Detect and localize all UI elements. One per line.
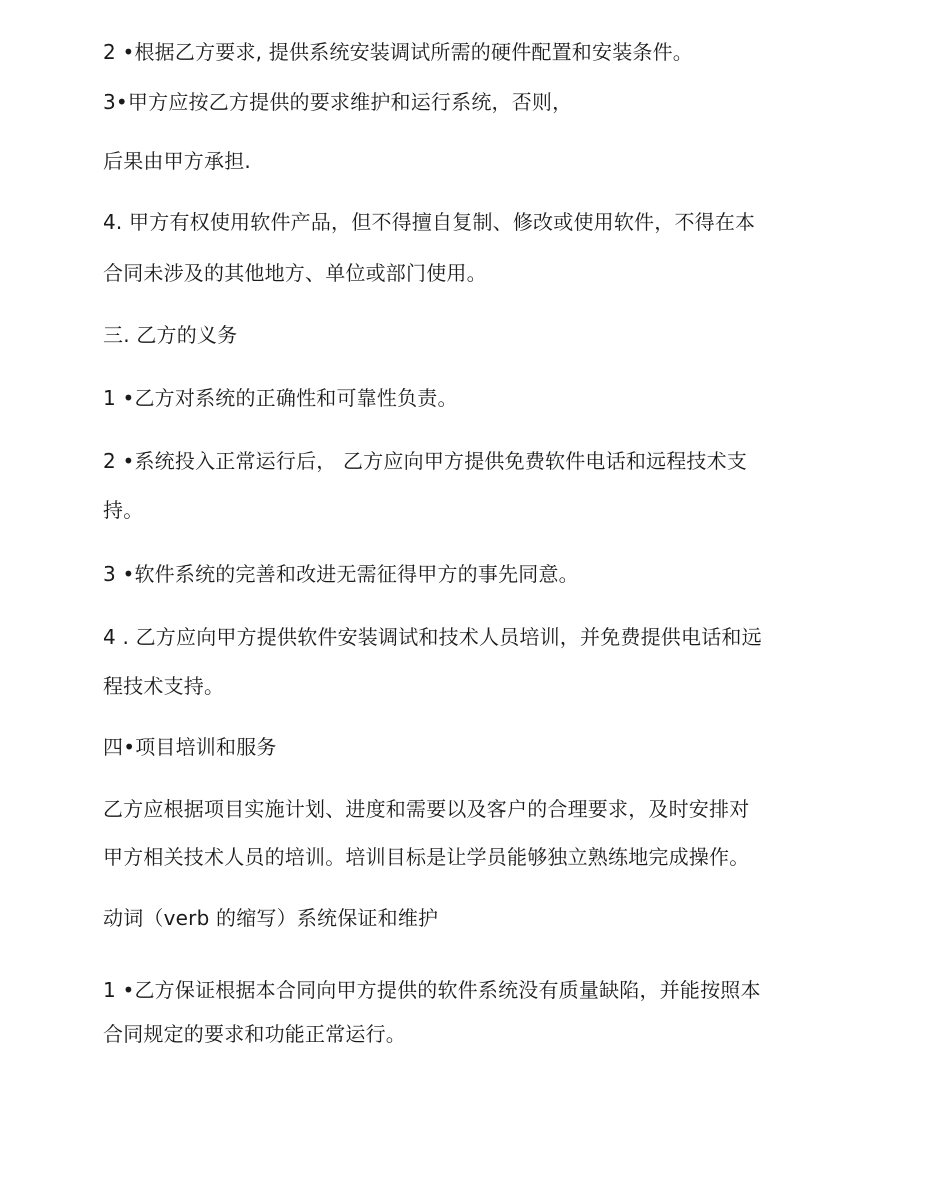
obligation-party-a-item-4-continued: 合同未涉及的其他地方、单位或部门使用。: [103, 261, 487, 285]
warranty-item-1-continued: 合同规定的要求和功能正常运行。: [103, 1022, 406, 1046]
obligation-party-b-item-4-continued: 程技术支持。: [103, 674, 225, 698]
obligation-party-a-item-2: 2 •根据乙方要求, 提供系统安装调试所需的硬件配置和安装条件。: [103, 40, 693, 64]
obligation-party-a-item-4: 4. 甲方有权使用软件产品，但不得擅自复制、修改或使用软件，不得在本: [103, 210, 756, 234]
training-paragraph-line-2: 甲方相关技术人员的培训。培训目标是让学员能够独立熟练地完成操作。: [103, 845, 750, 869]
obligation-party-b-item-2: 2 •系统投入正常运行后， 乙方应向甲方提供免费软件电话和远程技术支: [103, 449, 748, 473]
section-heading-party-b-obligations: 三. 乙方的义务: [103, 323, 238, 347]
obligation-party-a-item-3: 3•甲方应按乙方提供的要求维护和运行系统，否则，: [103, 90, 573, 114]
section-heading-warranty-and-maintenance: 动词（verb 的缩写）系统保证和维护: [103, 906, 439, 930]
obligation-party-a-item-3-continued: 后果由甲方承担.: [103, 149, 251, 173]
obligation-party-b-item-4: 4 . 乙方应向甲方提供软件安装调试和技术人员培训，并免费提供电话和远: [103, 625, 762, 649]
obligation-party-b-item-3: 3 •软件系统的完善和改进无需征得甲方的事先同意。: [103, 562, 579, 586]
warranty-item-1: 1 •乙方保证根据本合同向甲方提供的软件系统没有质量缺陷，并能按照本: [103, 978, 761, 1002]
obligation-party-b-item-2-continued: 持。: [103, 498, 144, 522]
training-paragraph-line-1: 乙方应根据项目实施计划、进度和需要以及客户的合理要求，及时安排对: [103, 797, 750, 821]
section-heading-training-and-service: 四•项目培训和服务: [103, 735, 277, 759]
obligation-party-b-item-1: 1 •乙方对系统的正确性和可靠性负责。: [103, 386, 458, 410]
